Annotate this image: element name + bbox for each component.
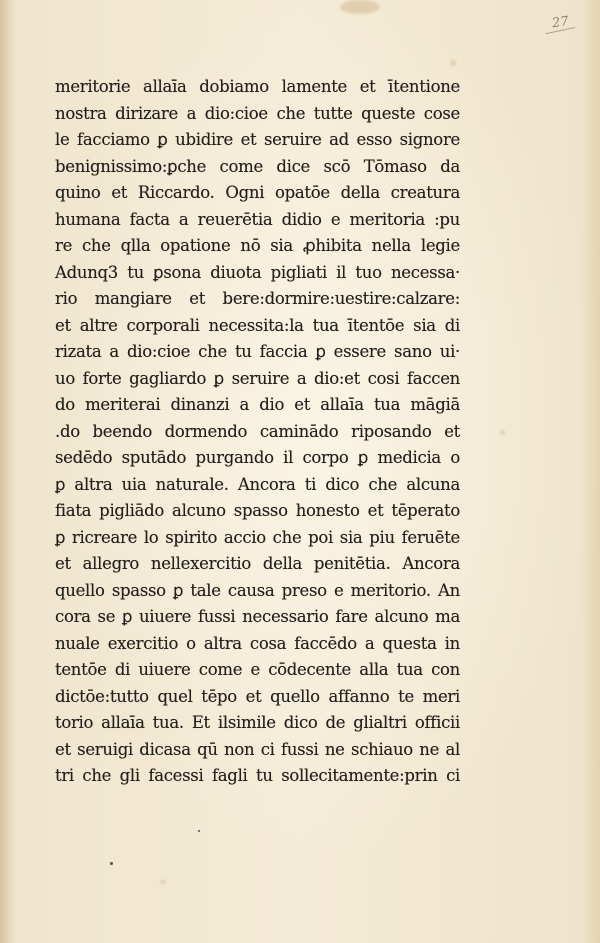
text-line: torio allaīa tua. Et ilsimile dico de glialtri officii [55, 713, 460, 732]
text-line: le facciamo ꝑ ubidire et seruire ad esso signore [55, 130, 460, 149]
folio-number: 27 [551, 14, 570, 32]
paper-fleck [110, 862, 113, 865]
text-line: do meriterai dinanzi a dio et allaīa tua māgiā [55, 395, 460, 414]
text-line: cora se ꝑ uiuere fussi necessario fare alcuno ma [55, 607, 460, 626]
text-line: fiata pigliādo alcuno spasso honesto et tēperato [55, 501, 460, 520]
text-line: humana facta a reuerētia didio e meritoria :pu [55, 209, 460, 229]
text-line: nuale exercitio o altra cosa faccēdo a questa in [55, 633, 460, 653]
text-line: tri che gli facessi fagli tu sollecitamente:prin ci [55, 766, 460, 785]
text-line: et seruigi dicasa qū non ci fussi ne schiauo ne al [55, 739, 460, 759]
text-line: tentōe di uiuere come e cōdecente alla tua con [55, 660, 460, 679]
text-block [55, 74, 460, 790]
text-line: sedēdo sputādo purgando il corpo ꝑ medicia o [55, 448, 460, 467]
text-line: dictōe:tutto quel tēpo et quello affanno te meri [55, 686, 460, 706]
text-line: quello spasso ꝑ tale causa preso e meritorio. An [55, 580, 460, 600]
text-line: uo forte gagliardo ꝑ seruire a dio:et cosi faccen [55, 368, 460, 388]
text-line: et allegro nellexercitio della penitētia. Ancora [55, 554, 460, 573]
text-line: nostra dirizare a dio:cioe che tutte queste cose [55, 103, 460, 123]
text-line: rio mangiare et bere:dormire:uestire:calzare: [55, 289, 460, 308]
stain-spot [450, 60, 456, 66]
page-gutter-shadow [0, 0, 14, 943]
text-line: et altre corporali necessita:la tua ītentōe sia di [55, 315, 460, 335]
stain-spot [500, 430, 505, 435]
text-line: re che qlla opatione nō sia ꝓhibita nella legie [55, 236, 460, 255]
text-line: .do beendo dormendo caminādo riposando et [55, 421, 460, 441]
folio-underline-mark [545, 27, 576, 42]
text-line: benignissimo:ꝑche come dice scō Tōmaso da [55, 156, 460, 176]
stain-spot [340, 0, 380, 14]
text-line: quino et Riccardo. Ogni opatōe della creatura [55, 183, 460, 202]
stain-spot [160, 880, 166, 884]
text-line: ꝑ ricreare lo spirito accio che poi sia piu feruēte [55, 527, 460, 547]
text-line: ꝑ altra uia naturale. Ancora ti dico che alcuna [55, 474, 460, 494]
text-line: meritorie allaīa dobiamo lamente et ītentione [55, 77, 460, 96]
text-line: rizata a dio:cioe che tu faccia ꝑ essere sano ui· [55, 342, 460, 361]
paper-fleck [198, 830, 200, 832]
text-line: Adunq3 tu ꝑsona diuota pigliati il tuo necessa· [55, 262, 460, 282]
